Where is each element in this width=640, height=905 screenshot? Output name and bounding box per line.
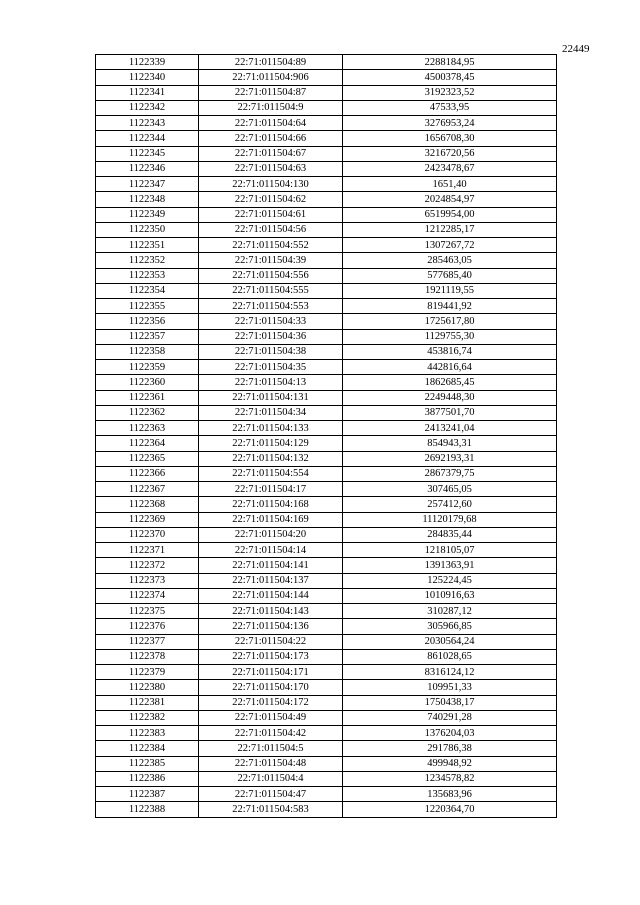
row-number-cell: 1122364 bbox=[96, 436, 199, 451]
cadastral-number-cell: 22:71:011504:9 bbox=[199, 100, 343, 115]
cadastral-number-cell: 22:71:011504:47 bbox=[199, 787, 343, 802]
row-number-cell: 1122369 bbox=[96, 512, 199, 527]
value-cell: 2030564,24 bbox=[343, 634, 557, 649]
value-cell: 11120179,68 bbox=[343, 512, 557, 527]
table-row bbox=[96, 649, 557, 664]
table-row bbox=[96, 344, 557, 359]
row-number-cell: 1122387 bbox=[96, 787, 199, 802]
value-cell: 1220364,70 bbox=[343, 802, 557, 817]
value-cell: 1218105,07 bbox=[343, 543, 557, 558]
row-number-cell: 1122340 bbox=[96, 70, 199, 85]
cadastral-number-cell: 22:71:011504:133 bbox=[199, 421, 343, 436]
row-number-cell: 1122346 bbox=[96, 161, 199, 176]
table-row bbox=[96, 787, 557, 802]
value-cell: 1862685,45 bbox=[343, 375, 557, 390]
value-cell: 1725617,80 bbox=[343, 314, 557, 329]
table-row bbox=[96, 588, 557, 603]
table-row bbox=[96, 543, 557, 558]
value-cell: 1750438,17 bbox=[343, 695, 557, 710]
cadastral-number-cell: 22:71:011504:141 bbox=[199, 558, 343, 573]
row-number-cell: 1122376 bbox=[96, 619, 199, 634]
table-row bbox=[96, 558, 557, 573]
table-row bbox=[96, 512, 557, 527]
table-row bbox=[96, 314, 557, 329]
value-cell: 453816,74 bbox=[343, 344, 557, 359]
table-row bbox=[96, 268, 557, 283]
row-number-cell: 1122379 bbox=[96, 665, 199, 680]
table-row bbox=[96, 741, 557, 756]
cadastral-number-cell: 22:71:011504:13 bbox=[199, 375, 343, 390]
value-cell: 740291,28 bbox=[343, 710, 557, 725]
cadastral-number-cell: 22:71:011504:14 bbox=[199, 543, 343, 558]
row-number-cell: 1122345 bbox=[96, 146, 199, 161]
cadastral-number-cell: 22:71:011504:63 bbox=[199, 161, 343, 176]
cadastral-number-cell: 22:71:011504:33 bbox=[199, 314, 343, 329]
cadastral-number-cell: 22:71:011504:556 bbox=[199, 268, 343, 283]
cadastral-number-cell: 22:71:011504:48 bbox=[199, 756, 343, 771]
cadastral-number-cell: 22:71:011504:555 bbox=[199, 283, 343, 298]
value-cell: 1656708,30 bbox=[343, 131, 557, 146]
value-cell: 291786,38 bbox=[343, 741, 557, 756]
cadastral-number-cell: 22:71:011504:144 bbox=[199, 588, 343, 603]
table-row bbox=[96, 619, 557, 634]
row-number-cell: 1122370 bbox=[96, 527, 199, 542]
row-number-cell: 1122350 bbox=[96, 222, 199, 237]
row-number-cell: 1122357 bbox=[96, 329, 199, 344]
table-row bbox=[96, 283, 557, 298]
cadastral-number-cell: 22:71:011504:36 bbox=[199, 329, 343, 344]
page-number: 22449 bbox=[562, 43, 590, 55]
value-cell: 1376204,03 bbox=[343, 726, 557, 741]
cadastral-number-cell: 22:71:011504:62 bbox=[199, 192, 343, 207]
row-number-cell: 1122375 bbox=[96, 604, 199, 619]
table-row bbox=[96, 436, 557, 451]
value-cell: 109951,33 bbox=[343, 680, 557, 695]
cadastral-number-cell: 22:71:011504:49 bbox=[199, 710, 343, 725]
row-number-cell: 1122358 bbox=[96, 344, 199, 359]
value-cell: 2692193,31 bbox=[343, 451, 557, 466]
row-number-cell: 1122383 bbox=[96, 726, 199, 741]
table-row bbox=[96, 726, 557, 741]
table-row bbox=[96, 55, 557, 70]
row-number-cell: 1122344 bbox=[96, 131, 199, 146]
cadastral-number-cell: 22:71:011504:39 bbox=[199, 253, 343, 268]
value-cell: 819441,92 bbox=[343, 299, 557, 314]
value-cell: 499948,92 bbox=[343, 756, 557, 771]
registry-table bbox=[95, 54, 557, 818]
table-row bbox=[96, 695, 557, 710]
cadastral-number-cell: 22:71:011504:87 bbox=[199, 85, 343, 100]
value-cell: 2867379,75 bbox=[343, 466, 557, 481]
row-number-cell: 1122361 bbox=[96, 390, 199, 405]
row-number-cell: 1122380 bbox=[96, 680, 199, 695]
cadastral-number-cell: 22:71:011504:143 bbox=[199, 604, 343, 619]
table-row bbox=[96, 375, 557, 390]
table-row bbox=[96, 299, 557, 314]
row-number-cell: 1122347 bbox=[96, 177, 199, 192]
value-cell: 1391363,91 bbox=[343, 558, 557, 573]
cadastral-number-cell: 22:71:011504:170 bbox=[199, 680, 343, 695]
cadastral-number-cell: 22:71:011504:169 bbox=[199, 512, 343, 527]
table-row bbox=[96, 451, 557, 466]
table-row bbox=[96, 222, 557, 237]
cadastral-number-cell: 22:71:011504:129 bbox=[199, 436, 343, 451]
cadastral-number-cell: 22:71:011504:583 bbox=[199, 802, 343, 817]
value-cell: 305966,85 bbox=[343, 619, 557, 634]
table-row bbox=[96, 482, 557, 497]
value-cell: 1010916,63 bbox=[343, 588, 557, 603]
row-number-cell: 1122348 bbox=[96, 192, 199, 207]
value-cell: 861028,65 bbox=[343, 649, 557, 664]
value-cell: 125224,45 bbox=[343, 573, 557, 588]
row-number-cell: 1122384 bbox=[96, 741, 199, 756]
row-number-cell: 1122365 bbox=[96, 451, 199, 466]
cadastral-number-cell: 22:71:011504:553 bbox=[199, 299, 343, 314]
row-number-cell: 1122354 bbox=[96, 283, 199, 298]
value-cell: 3192323,52 bbox=[343, 85, 557, 100]
table-row bbox=[96, 360, 557, 375]
row-number-cell: 1122374 bbox=[96, 588, 199, 603]
table-row bbox=[96, 177, 557, 192]
row-number-cell: 1122363 bbox=[96, 421, 199, 436]
row-number-cell: 1122339 bbox=[96, 55, 199, 70]
cadastral-number-cell: 22:71:011504:61 bbox=[199, 207, 343, 222]
row-number-cell: 1122377 bbox=[96, 634, 199, 649]
table-row bbox=[96, 131, 557, 146]
value-cell: 854943,31 bbox=[343, 436, 557, 451]
cadastral-number-cell: 22:71:011504:42 bbox=[199, 726, 343, 741]
value-cell: 2024854,97 bbox=[343, 192, 557, 207]
value-cell: 442816,64 bbox=[343, 360, 557, 375]
table-row bbox=[96, 390, 557, 405]
table-row bbox=[96, 85, 557, 100]
row-number-cell: 1122351 bbox=[96, 238, 199, 253]
table-row bbox=[96, 634, 557, 649]
table-row bbox=[96, 253, 557, 268]
row-number-cell: 1122352 bbox=[96, 253, 199, 268]
cadastral-number-cell: 22:71:011504:34 bbox=[199, 405, 343, 420]
value-cell: 1651,40 bbox=[343, 177, 557, 192]
cadastral-number-cell: 22:71:011504:906 bbox=[199, 70, 343, 85]
value-cell: 310287,12 bbox=[343, 604, 557, 619]
cadastral-number-cell: 22:71:011504:552 bbox=[199, 238, 343, 253]
value-cell: 47533,95 bbox=[343, 100, 557, 115]
cadastral-number-cell: 22:71:011504:168 bbox=[199, 497, 343, 512]
cadastral-number-cell: 22:71:011504:89 bbox=[199, 55, 343, 70]
cadastral-number-cell: 22:71:011504:22 bbox=[199, 634, 343, 649]
row-number-cell: 1122372 bbox=[96, 558, 199, 573]
value-cell: 6519954,00 bbox=[343, 207, 557, 222]
value-cell: 577685,40 bbox=[343, 268, 557, 283]
value-cell: 2249448,30 bbox=[343, 390, 557, 405]
value-cell: 2288184,95 bbox=[343, 55, 557, 70]
value-cell: 135683,96 bbox=[343, 787, 557, 802]
table-row bbox=[96, 146, 557, 161]
cadastral-number-cell: 22:71:011504:20 bbox=[199, 527, 343, 542]
row-number-cell: 1122385 bbox=[96, 756, 199, 771]
value-cell: 1129755,30 bbox=[343, 329, 557, 344]
cadastral-number-cell: 22:71:011504:35 bbox=[199, 360, 343, 375]
table-row bbox=[96, 527, 557, 542]
cadastral-number-cell: 22:71:011504:131 bbox=[199, 390, 343, 405]
row-number-cell: 1122378 bbox=[96, 649, 199, 664]
row-number-cell: 1122367 bbox=[96, 482, 199, 497]
cadastral-number-cell: 22:71:011504:66 bbox=[199, 131, 343, 146]
cadastral-number-cell: 22:71:011504:5 bbox=[199, 741, 343, 756]
table-row bbox=[96, 238, 557, 253]
cadastral-number-cell: 22:71:011504:56 bbox=[199, 222, 343, 237]
row-number-cell: 1122368 bbox=[96, 497, 199, 512]
table-row bbox=[96, 756, 557, 771]
table-row bbox=[96, 665, 557, 680]
table-row bbox=[96, 573, 557, 588]
table-row bbox=[96, 405, 557, 420]
table-row bbox=[96, 680, 557, 695]
row-number-cell: 1122360 bbox=[96, 375, 199, 390]
table-row bbox=[96, 466, 557, 481]
row-number-cell: 1122342 bbox=[96, 100, 199, 115]
row-number-cell: 1122366 bbox=[96, 466, 199, 481]
row-number-cell: 1122388 bbox=[96, 802, 199, 817]
row-number-cell: 1122353 bbox=[96, 268, 199, 283]
value-cell: 2423478,67 bbox=[343, 161, 557, 176]
value-cell: 2413241,04 bbox=[343, 421, 557, 436]
cadastral-number-cell: 22:71:011504:137 bbox=[199, 573, 343, 588]
value-cell: 257412,60 bbox=[343, 497, 557, 512]
row-number-cell: 1122359 bbox=[96, 360, 199, 375]
cadastral-number-cell: 22:71:011504:171 bbox=[199, 665, 343, 680]
table-row bbox=[96, 329, 557, 344]
cadastral-number-cell: 22:71:011504:132 bbox=[199, 451, 343, 466]
row-number-cell: 1122341 bbox=[96, 85, 199, 100]
value-cell: 1234578,82 bbox=[343, 771, 557, 786]
value-cell: 8316124,12 bbox=[343, 665, 557, 680]
row-number-cell: 1122386 bbox=[96, 771, 199, 786]
value-cell: 1307267,72 bbox=[343, 238, 557, 253]
value-cell: 1921119,55 bbox=[343, 283, 557, 298]
table-row bbox=[96, 771, 557, 786]
table-row bbox=[96, 802, 557, 817]
cadastral-number-cell: 22:71:011504:136 bbox=[199, 619, 343, 634]
table-row bbox=[96, 70, 557, 85]
row-number-cell: 1122373 bbox=[96, 573, 199, 588]
value-cell: 3276953,24 bbox=[343, 116, 557, 131]
table-row bbox=[96, 421, 557, 436]
cadastral-number-cell: 22:71:011504:554 bbox=[199, 466, 343, 481]
value-cell: 307465,05 bbox=[343, 482, 557, 497]
row-number-cell: 1122356 bbox=[96, 314, 199, 329]
table-row bbox=[96, 192, 557, 207]
cadastral-number-cell: 22:71:011504:64 bbox=[199, 116, 343, 131]
cadastral-number-cell: 22:71:011504:130 bbox=[199, 177, 343, 192]
cadastral-number-cell: 22:71:011504:172 bbox=[199, 695, 343, 710]
row-number-cell: 1122382 bbox=[96, 710, 199, 725]
value-cell: 284835,44 bbox=[343, 527, 557, 542]
table-row bbox=[96, 100, 557, 115]
row-number-cell: 1122355 bbox=[96, 299, 199, 314]
table-row bbox=[96, 116, 557, 131]
cadastral-number-cell: 22:71:011504:67 bbox=[199, 146, 343, 161]
value-cell: 3216720,56 bbox=[343, 146, 557, 161]
cadastral-number-cell: 22:71:011504:173 bbox=[199, 649, 343, 664]
row-number-cell: 1122362 bbox=[96, 405, 199, 420]
table-row bbox=[96, 710, 557, 725]
cadastral-number-cell: 22:71:011504:38 bbox=[199, 344, 343, 359]
value-cell: 1212285,17 bbox=[343, 222, 557, 237]
row-number-cell: 1122381 bbox=[96, 695, 199, 710]
cadastral-number-cell: 22:71:011504:17 bbox=[199, 482, 343, 497]
value-cell: 4500378,45 bbox=[343, 70, 557, 85]
table-row bbox=[96, 604, 557, 619]
table-row bbox=[96, 497, 557, 512]
table-row bbox=[96, 161, 557, 176]
value-cell: 3877501,70 bbox=[343, 405, 557, 420]
row-number-cell: 1122343 bbox=[96, 116, 199, 131]
row-number-cell: 1122371 bbox=[96, 543, 199, 558]
value-cell: 285463,05 bbox=[343, 253, 557, 268]
cadastral-number-cell: 22:71:011504:4 bbox=[199, 771, 343, 786]
registry-table-body bbox=[96, 55, 557, 818]
table-row bbox=[96, 207, 557, 222]
row-number-cell: 1122349 bbox=[96, 207, 199, 222]
